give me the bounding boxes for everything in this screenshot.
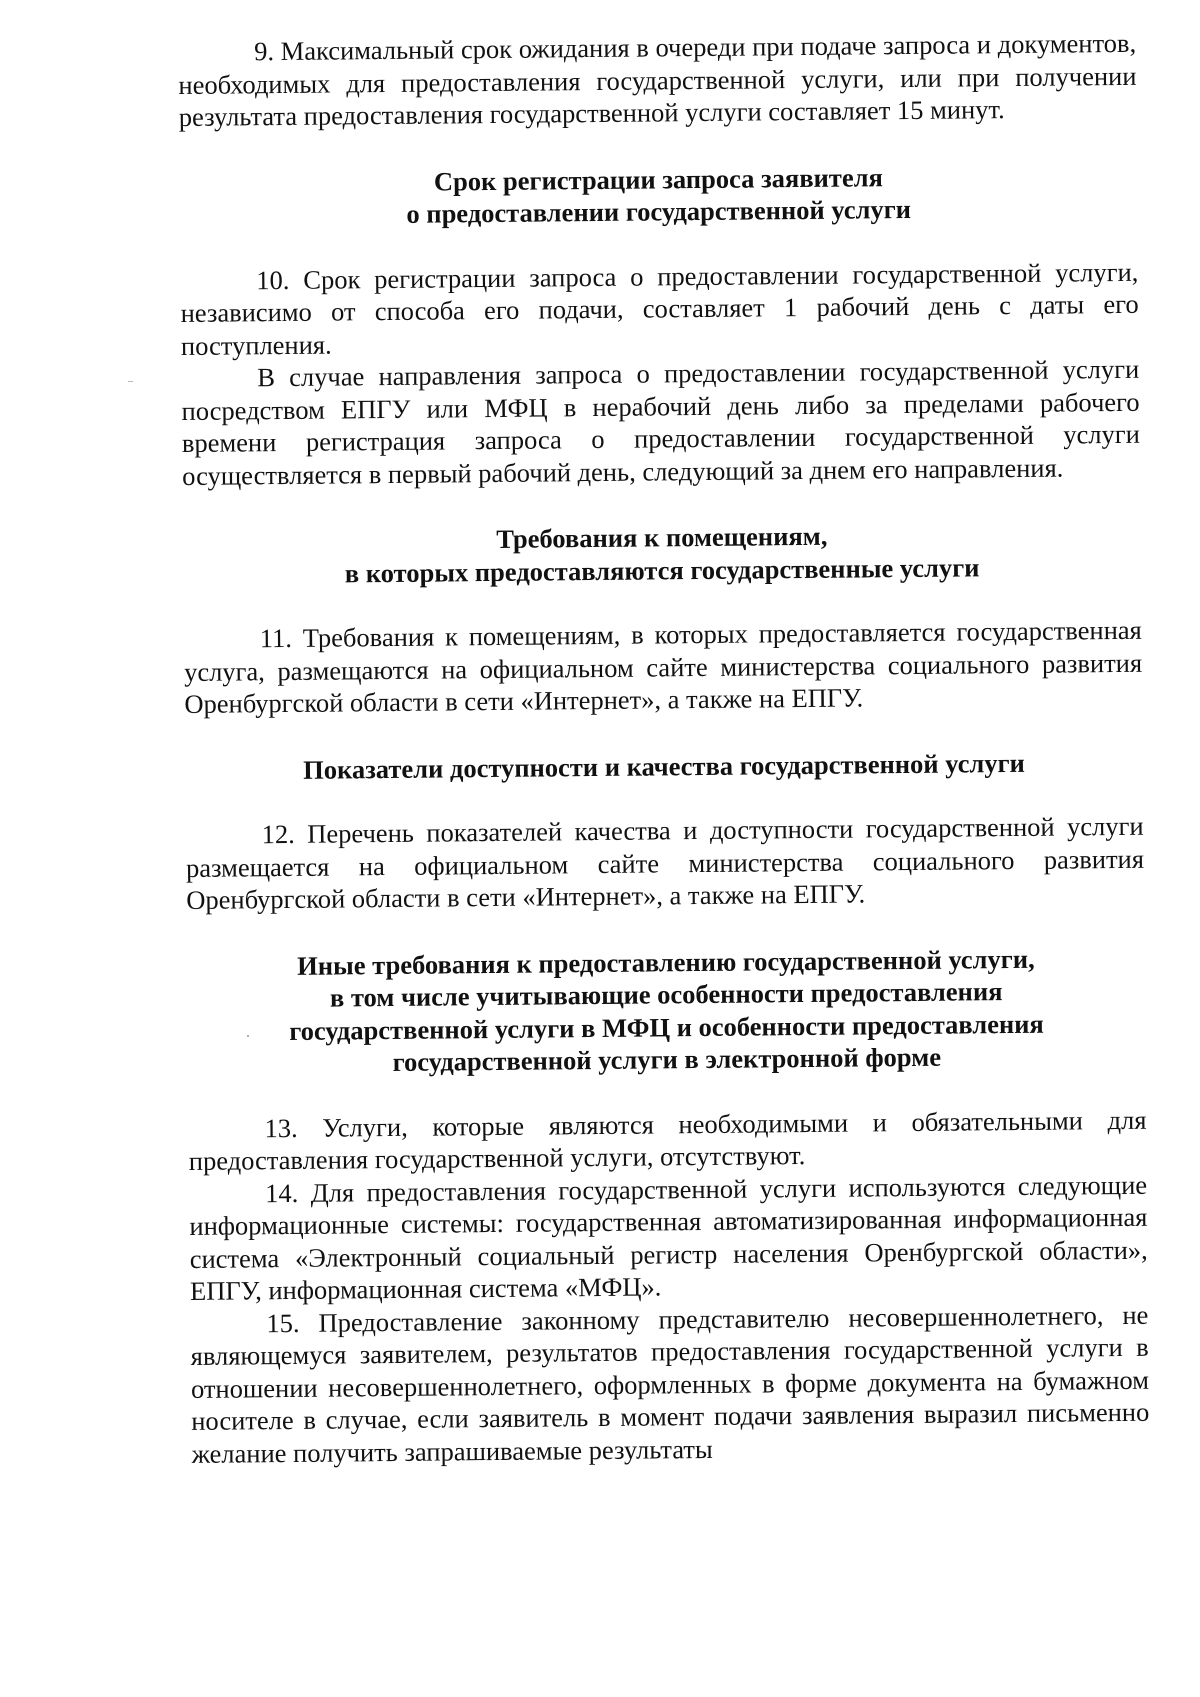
heading-line: Срок регистрации запроса заявителя xyxy=(433,161,883,197)
heading-line: Иные требования к предоставлению государственной услуги, xyxy=(297,943,1035,981)
paragraph-11: 11. Требования к помещениям, в которых предоставляется государственная услуга, размещаются на официальном сайте министерства социального развития Оренбургской области в сети «Интернет», а также на ЕПГУ. xyxy=(183,614,1143,719)
paragraph-10: 10. Срок регистрации запроса о предоставлении государственной услуги, независимо от способа его подачи, составляет 1 рабочий день с даты его поступления. xyxy=(180,256,1139,361)
paragraph-12: 12. Перечень показателей качества и доступности государственной услуги размещается на официальном сайте министерства социального развития Оренбургской области в сети «Интернет», а также на ЕПГУ. xyxy=(185,810,1145,915)
paragraph-14: 14. Для предоставления государственной услуги используются следующие информационные системы: государственная автоматизированная информационная система «Электронный социальный регистр населения Оренбургской области», ЕПГУ, информационная система «МФЦ». xyxy=(189,1169,1148,1306)
paragraph-15: 15. Предоставление законному представителю несовершеннолетнего, не являющемуся заявителем, результатов предоставления государственной услуги в отношении несовершеннолетнего, оформленных в форме документа на бумажном носителе в случае, если заявитель в момент подачи заявления выразил письменно желание получить запрашиваемые результаты xyxy=(190,1299,1150,1469)
heading-line: Показатели доступности и качества государственной услуги xyxy=(303,747,1025,785)
heading-line: Требования к помещениям, xyxy=(496,520,828,554)
section-heading-indicators xyxy=(185,745,1143,787)
section-heading-registration xyxy=(179,158,1138,232)
heading-line: в том числе учитывающие особенности предоставления xyxy=(329,976,1003,1013)
paragraph-9: 9. Максимальный срок ожидания в очереди при подаче запроса и документов, необходимых для предоставления государственной услуги, или при получении результата предоставления государственной услуги составляет 15 минут. xyxy=(178,27,1137,132)
heading-line: государственной услуги в электронной форме xyxy=(392,1041,942,1077)
section-heading-premises xyxy=(183,517,1142,591)
scan-artifact xyxy=(128,381,133,382)
heading-line: государственной услуги в МФЦ и особенности предоставления xyxy=(289,1008,1044,1046)
section-heading-other-requirements xyxy=(187,941,1146,1080)
paragraph-13: 13. Услуги, которые являются необходимыми и обязательными для предоставления государственной услуги, отсутствуют. xyxy=(188,1104,1147,1176)
paragraph-10-continuation: В случае направления запроса о предоставлении государственной услуги посредством ЕПГУ или МФЦ в нерабочий день либо за пределами рабочего времени регистрация запроса о предоставлении государственной услуги осуществляется в первый рабочий день, следующий за днем его направления. xyxy=(181,353,1141,491)
document-body xyxy=(178,27,1150,1470)
heading-line: в которых предоставляются государственные услуги xyxy=(344,551,980,588)
heading-line: о предоставлении государственной услуги xyxy=(406,193,912,229)
